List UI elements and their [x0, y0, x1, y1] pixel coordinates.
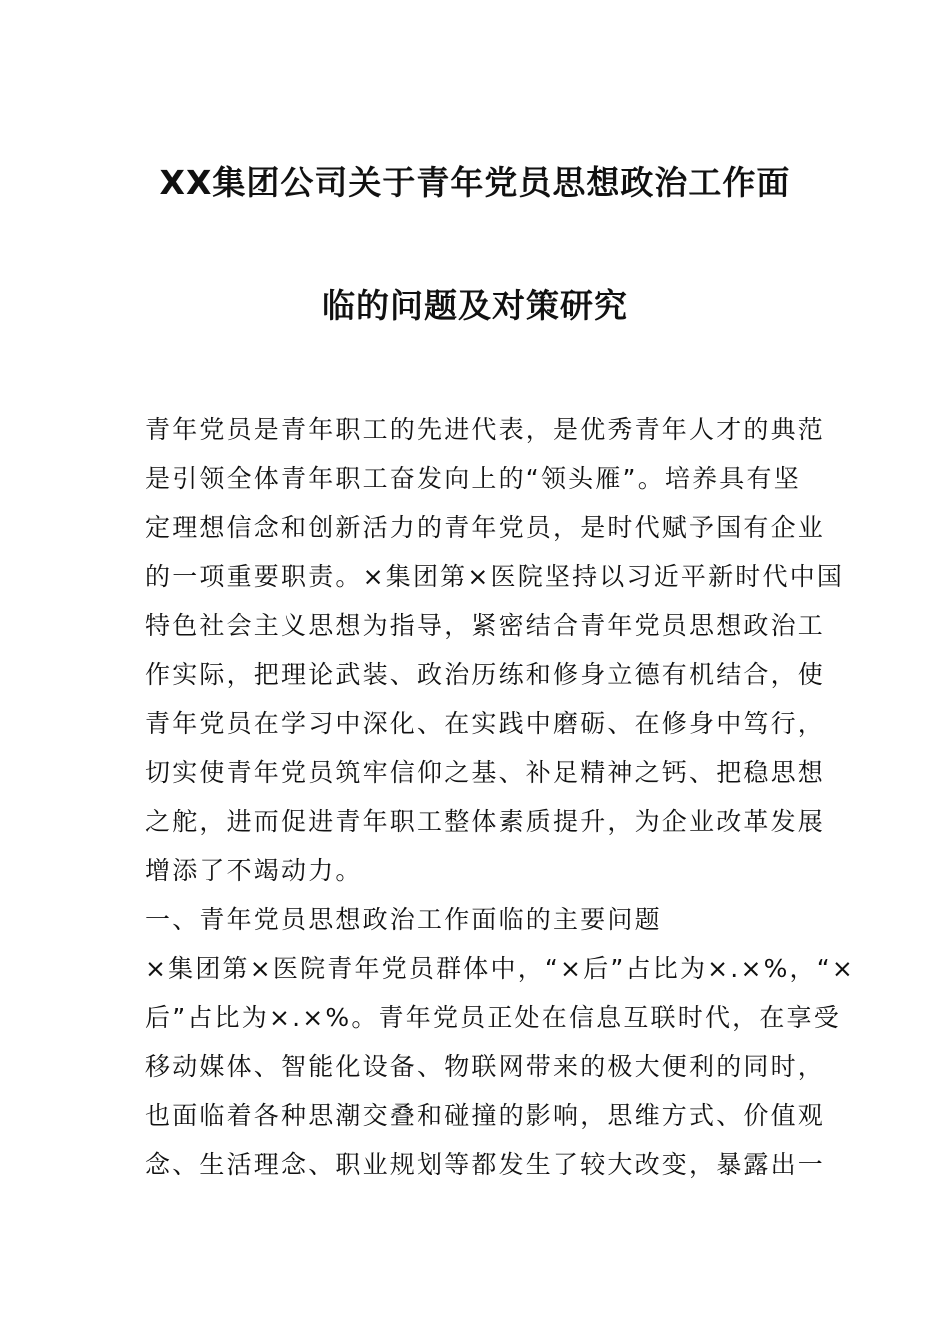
- body-text-line: 之舵，进而促进青年职工整体素质提升，为企业改革发展: [145, 807, 826, 836]
- body-text-line: 也面临着各种思潮交叠和碰撞的影响，思维方式、价值观: [145, 1101, 826, 1130]
- body-text-line: 增添了不竭动力。: [145, 856, 363, 885]
- document-title-line-1: XX集团公司关于青年党员思想政治工作面: [159, 163, 791, 202]
- body-text-line: 念、生活理念、职业规划等都发生了较大改变，暴露出一: [145, 1150, 826, 1179]
- body-text-line: 移动媒体、智能化设备、物联网带来的极大便利的同时，: [145, 1052, 826, 1081]
- body-text-line: 切实使青年党员筑牢信仰之基、补足精神之钙、把稳思想: [145, 758, 826, 787]
- body-text-line: 是引领全体青年职工奋发向上的“领头雁”。培养具有坚: [145, 464, 801, 493]
- body-text-line: ×集团第×医院青年党员群体中，“×后”占比为×.×%，“×: [145, 954, 856, 983]
- document-title-line-2: 临的问题及对策研究: [322, 286, 628, 325]
- body-text-line: 作实际，把理论武装、政治历练和修身立德有机结合，使: [145, 660, 826, 689]
- section-heading: 一、青年党员思想政治工作面临的主要问题: [145, 905, 662, 934]
- body-text-line: 的一项重要职责。×集团第×医院坚持以习近平新时代中国: [145, 562, 845, 591]
- body-text-line: 后”占比为×.×%。青年党员正处在信息互联时代，在享受: [145, 1003, 841, 1032]
- body-text-line: 定理想信念和创新活力的青年党员，是时代赋予国有企业: [145, 513, 826, 542]
- body-text-line: 青年党员在学习中深化、在实践中磨砺、在修身中笃行，: [145, 709, 826, 738]
- body-text-line: 特色社会主义思想为指导，紧密结合青年党员思想政治工: [145, 611, 826, 640]
- body-text-line: 青年党员是青年职工的先进代表，是优秀青年人才的典范: [145, 415, 826, 444]
